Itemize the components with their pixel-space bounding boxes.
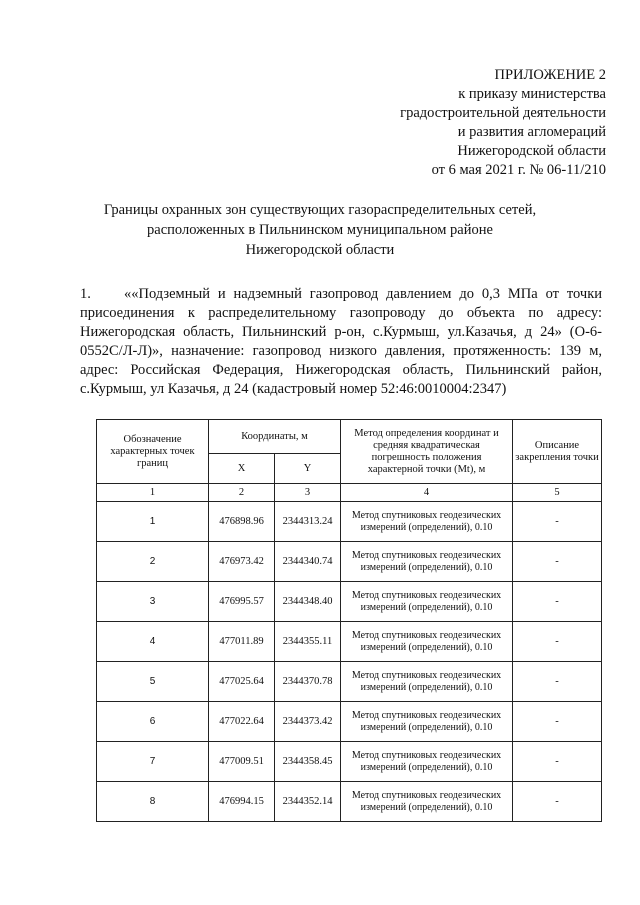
header-designation: Обозначение характерных точек границ (97, 420, 209, 484)
point-number: 1 (97, 502, 209, 542)
header-coordinates: Координаты, м (209, 420, 341, 454)
point-number: 4 (97, 622, 209, 662)
coord-x: 476995.57 (209, 582, 275, 622)
title-line: Нижегородской области (245, 242, 395, 258)
method-cell: Метод спутниковых геодезических измерений (определений), 0.10 (341, 702, 513, 742)
point-number: 7 (97, 742, 209, 782)
table-row (97, 502, 602, 542)
coord-y: 2344313.24 (275, 502, 341, 542)
header-fixing: Описание закрепления точки (513, 420, 602, 484)
item-text: ««Подземный и надземный газопровод давлением до 0,3 МПа от точки присоединения к распределительному газопроводу до объекта по адресу: Нижегородская область, Пильнинский р-он, с.Курмыш, ул.Казачья, д 24» (О-6-0552С/Л-Л)», назначение: газопровод низкого давления, протяженность: 139 м, адрес: Российская Федерация, Нижегородская область, Пильнинский район, с.Курмыш, ул Казачья, д 24 (кадастровый номер 52:46:0010004:2347) (80, 286, 602, 397)
appendix-number: ПРИЛОЖЕНИЕ 2 (494, 67, 606, 83)
appendix-ref-line: градостроительной деятельности (400, 105, 606, 121)
coord-y: 2344370.78 (275, 662, 341, 702)
header-y: Y (275, 454, 341, 484)
column-number: 5 (513, 484, 602, 502)
point-number: 2 (97, 542, 209, 582)
title-line: Границы охранных зон существующих газораспределительных сетей, (103, 202, 537, 218)
coord-x: 476973.42 (209, 542, 275, 582)
table-row (97, 582, 602, 622)
method-cell: Метод спутниковых геодезических измерений (определений), 0.10 (341, 742, 513, 782)
method-cell: Метод спутниковых геодезических измерений (определений), 0.10 (341, 782, 513, 822)
column-number: 2 (209, 484, 275, 502)
column-number: 3 (275, 484, 341, 502)
header-x: X (209, 454, 275, 484)
coord-y: 2344373.42 (275, 702, 341, 742)
title-line: расположенных в Пильнинском муниципальном районе (147, 222, 493, 238)
fixing-cell: - (513, 782, 602, 822)
appendix-header (286, 66, 606, 180)
coord-y: 2344348.40 (275, 582, 341, 622)
appendix-order-date: от 6 мая 2021 г. № 06-11/210 (431, 162, 606, 178)
column-number: 4 (341, 484, 513, 502)
fixing-cell: - (513, 742, 602, 782)
point-number: 6 (97, 702, 209, 742)
table-row (97, 702, 602, 742)
coord-x: 476898.96 (209, 502, 275, 542)
fixing-cell: - (513, 502, 602, 542)
coord-x: 476994.15 (209, 782, 275, 822)
appendix-ref-line: к приказу министерства (458, 86, 606, 102)
method-cell: Метод спутниковых геодезических измерений (определений), 0.10 (341, 502, 513, 542)
fixing-cell: - (513, 662, 602, 702)
column-number: 1 (97, 484, 209, 502)
column-number-row (97, 484, 602, 502)
method-cell: Метод спутниковых геодезических измерений (определений), 0.10 (341, 622, 513, 662)
table-row (97, 662, 602, 702)
table-row (97, 742, 602, 782)
coord-x: 477025.64 (209, 662, 275, 702)
point-number: 8 (97, 782, 209, 822)
coord-y: 2344358.45 (275, 742, 341, 782)
fixing-cell: - (513, 622, 602, 662)
object-description (80, 285, 602, 399)
coord-y: 2344352.14 (275, 782, 341, 822)
document-title (60, 200, 580, 260)
coordinates-table (96, 419, 602, 822)
coord-x: 477011.89 (209, 622, 275, 662)
method-cell: Метод спутниковых геодезических измерений (определений), 0.10 (341, 582, 513, 622)
header-method: Метод определения координат и средняя квадратическая погрешность положения характерной точки (Mt), м (341, 420, 513, 484)
fixing-cell: - (513, 702, 602, 742)
coord-x: 477009.51 (209, 742, 275, 782)
coord-y: 2344355.11 (275, 622, 341, 662)
point-number: 3 (97, 582, 209, 622)
table-row (97, 542, 602, 582)
item-number: 1. (80, 286, 91, 302)
fixing-cell: - (513, 582, 602, 622)
method-cell: Метод спутниковых геодезических измерений (определений), 0.10 (341, 662, 513, 702)
table-row (97, 782, 602, 822)
table-row (97, 622, 602, 662)
method-cell: Метод спутниковых геодезических измерений (определений), 0.10 (341, 542, 513, 582)
coord-x: 477022.64 (209, 702, 275, 742)
appendix-ref-line: Нижегородской области (457, 143, 606, 159)
fixing-cell: - (513, 542, 602, 582)
point-number: 5 (97, 662, 209, 702)
coord-y: 2344340.74 (275, 542, 341, 582)
appendix-ref-line: и развития агломераций (457, 124, 606, 140)
